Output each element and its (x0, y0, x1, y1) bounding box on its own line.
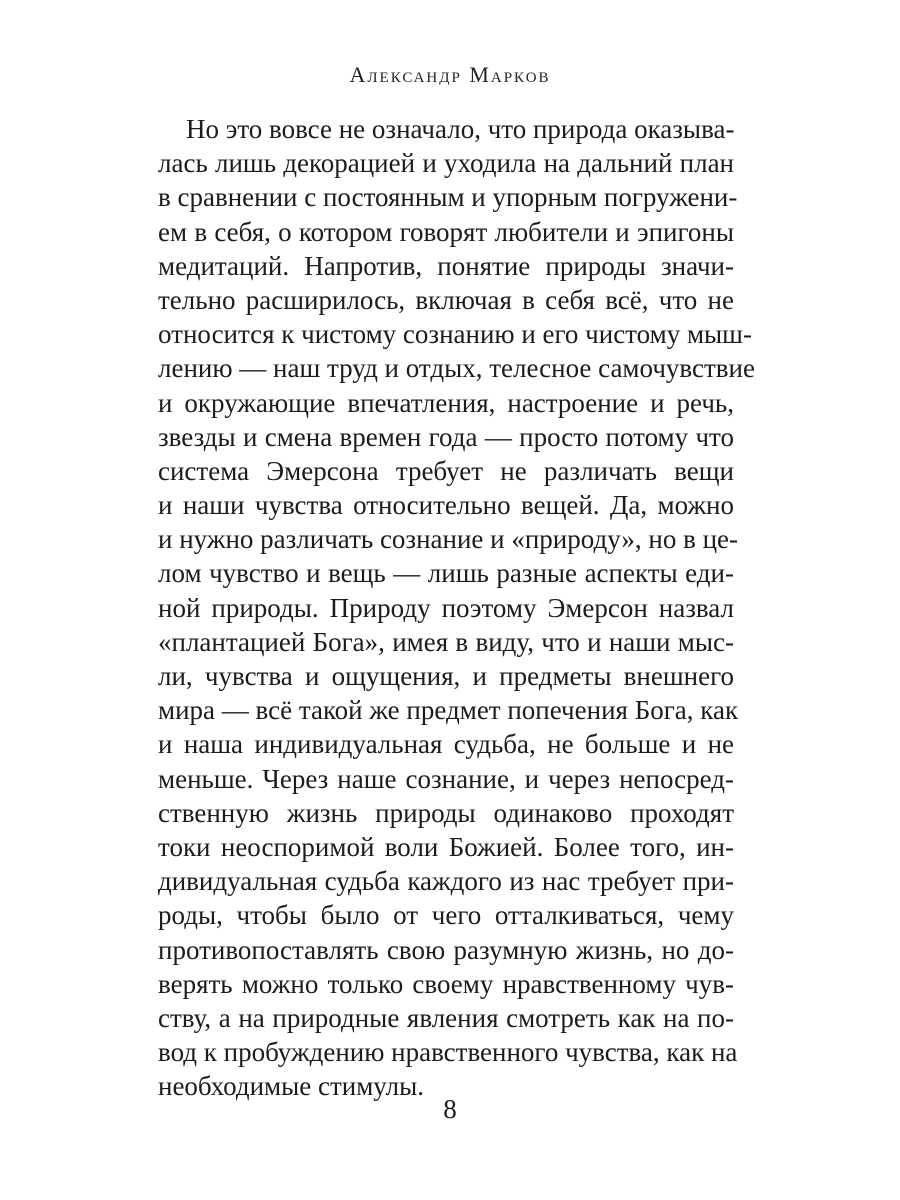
text-line: и наши чувства относительно вещей. Да, можно (158, 490, 734, 521)
text-line: ем в себя, о котором говорят любители и эпигоны (158, 216, 734, 247)
text-line: относится к чистому сознанию и его чистому мыш- (158, 319, 752, 350)
text-line: ству, а на природные явления смотреть как на по- (158, 1002, 734, 1033)
text-line: меньше. Через наше сознание, и через непосред- (158, 763, 734, 794)
text-line: система Эмерсона требует не различать вещи (158, 455, 734, 486)
text-line: ной природы. Природу поэтому Эмерсон назвал (158, 592, 734, 623)
text-line: Но это вовсе не означало, что природа оказыва- (186, 114, 735, 144)
text-line: противопоставлять свою разумную жизнь, но до- (158, 934, 734, 965)
text-line: «плантацией Бога», имея в виду, что и наши мыс- (158, 626, 734, 657)
text-line: лом чувство и вещь — лишь разные аспекты еди- (158, 558, 734, 589)
text-line: роды, чтобы было от чего отталкиваться, чему (158, 900, 734, 931)
text-line: верять можно только своему нравственному чув- (158, 968, 734, 999)
text-line: токи неоспоримой воли Божией. Более того, ин- (158, 831, 734, 862)
text-line: в сравнении с постоянным и упорным погружени- (158, 182, 738, 213)
text-line: звезды и смена времен года — просто потому что (158, 421, 734, 452)
text-line: лась лишь декорацией и уходила на дальний план (158, 148, 734, 179)
body-paragraph (158, 112, 755, 1103)
running-head: Александр Марков (349, 62, 551, 87)
text-line: и наша индивидуальная судьба, не больше и не (158, 729, 734, 760)
text-line: необходимые стимулы. (158, 1071, 424, 1102)
text-line: ственную жизнь природы одинаково проходят (158, 797, 734, 828)
text-line: тельно расширилось, включая в себя всё, что не (158, 284, 734, 315)
text-line: лению — наш труд и отдых, телесное самочувствие (158, 353, 755, 384)
text-line: и нужно различать сознание и «природу», но в це- (158, 524, 739, 555)
text-line: дивидуальная судьба каждого из нас требует при- (158, 866, 734, 897)
text-line: и окружающие впечатления, настроение и речь, (158, 387, 734, 418)
page-number: 8 (443, 1094, 457, 1124)
text-line: мира — всё такой же предмет попечения Бога, как (158, 695, 739, 726)
text-line: ли, чувства и ощущения, и предметы внешнего (158, 661, 734, 691)
text-line: вод к пробуждению нравственного чувства, как на (158, 1037, 738, 1068)
text-line: медитаций. Напротив, понятие природы значи- (158, 250, 734, 281)
